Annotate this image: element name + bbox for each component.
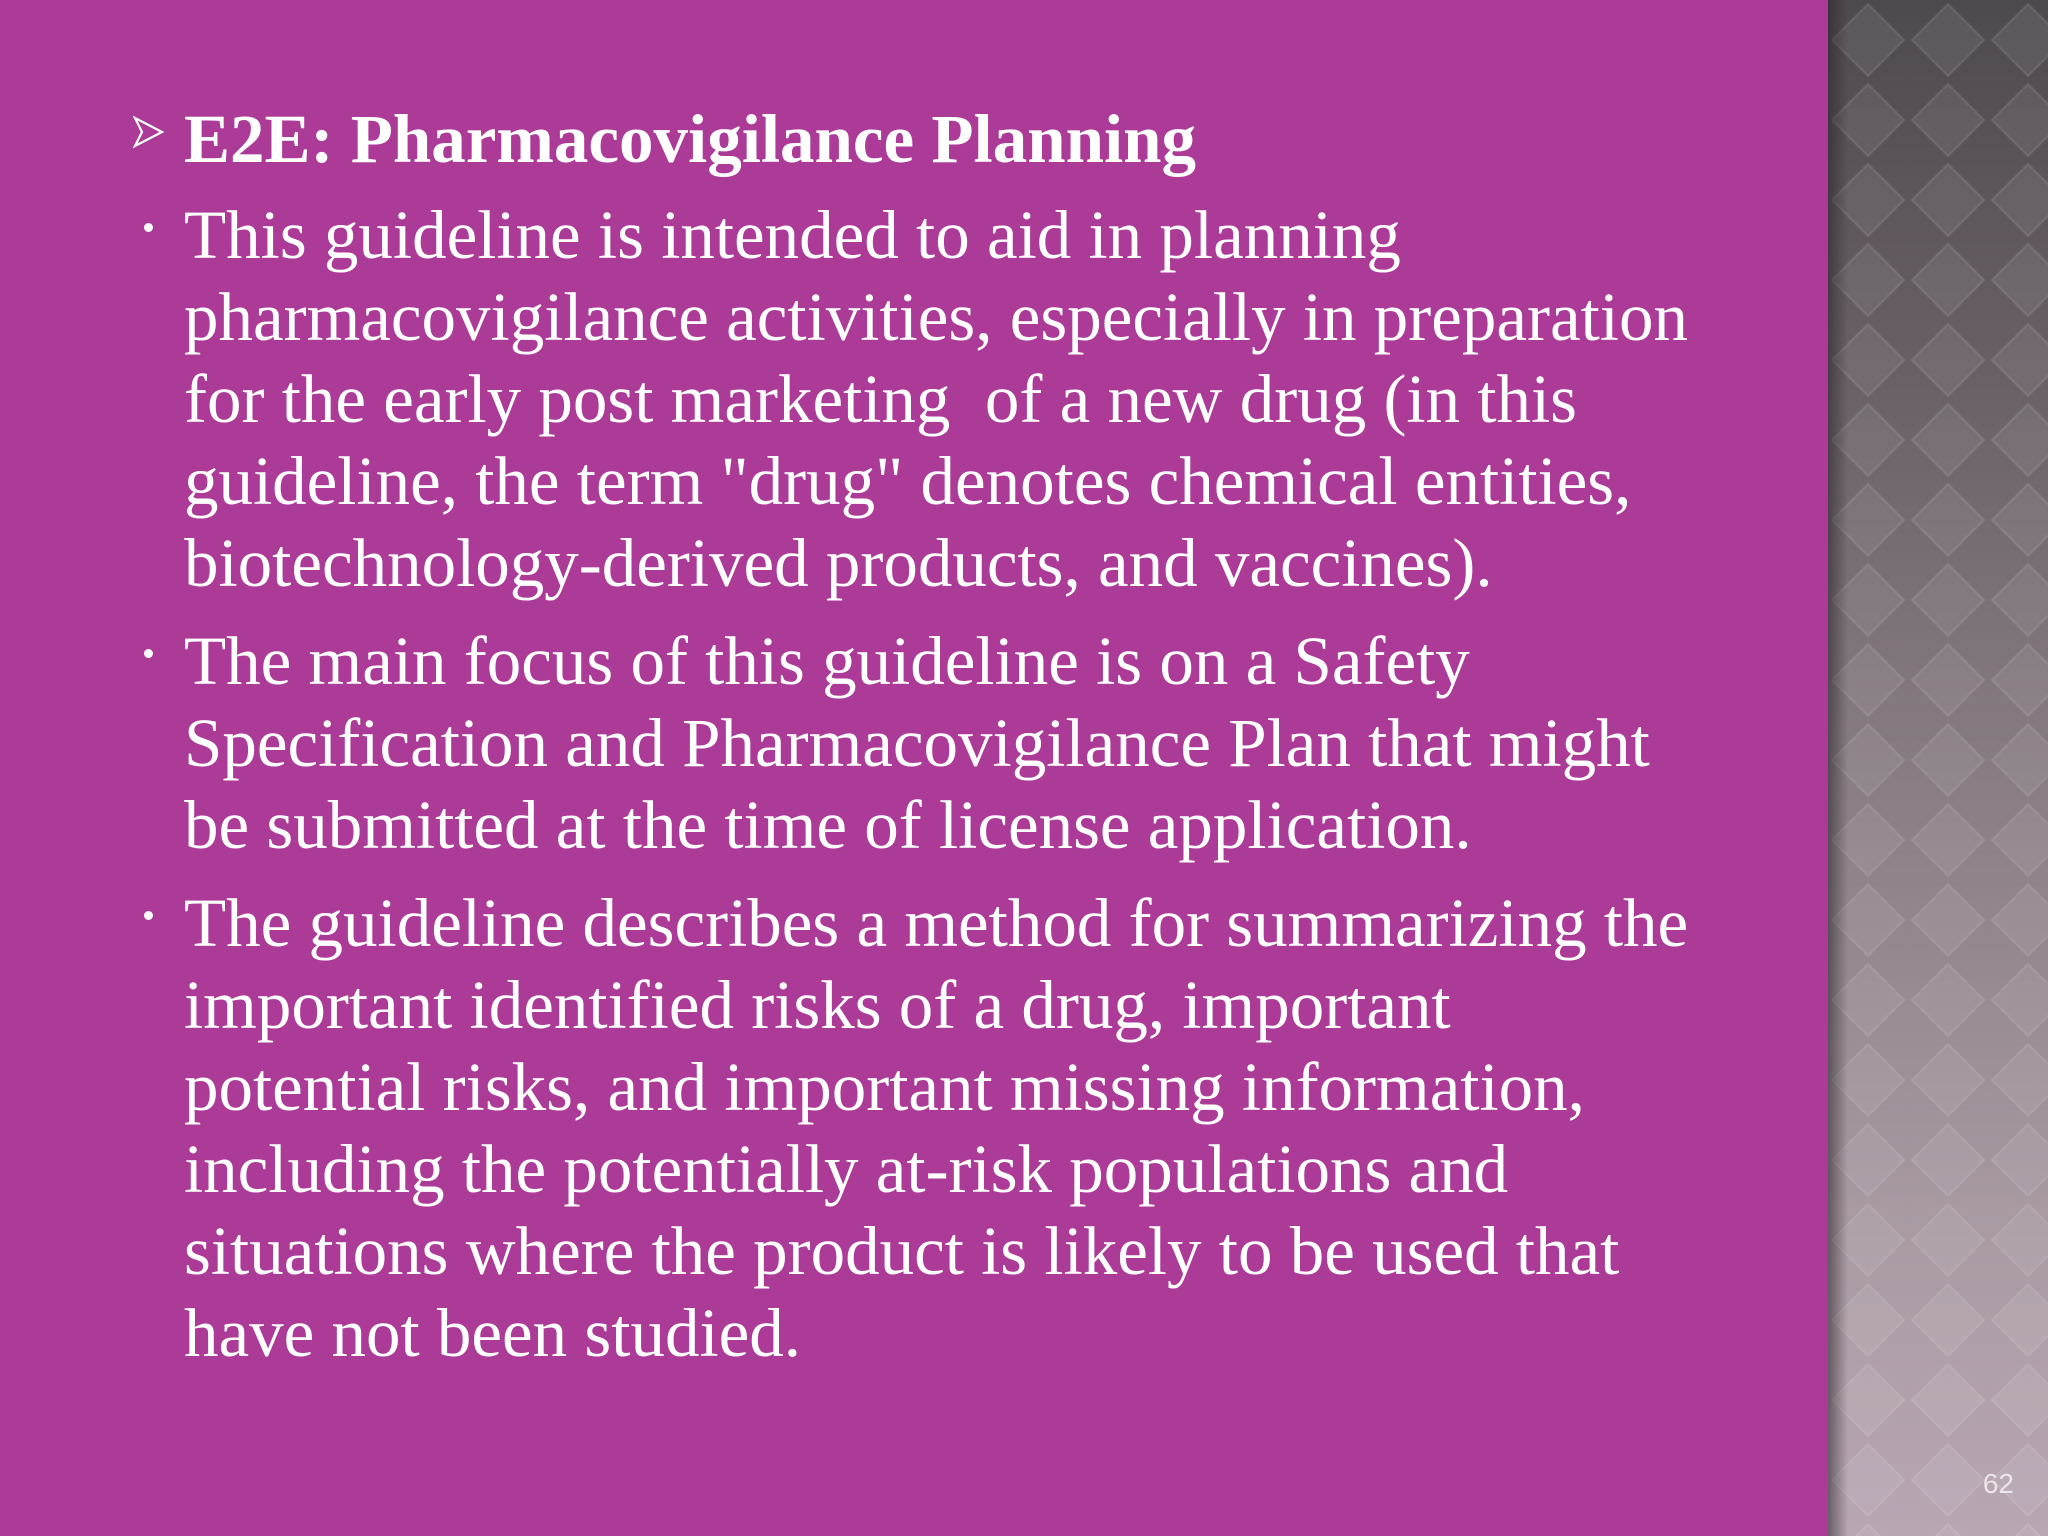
- bullet-line: This guideline is intended to aid in planning: [184, 197, 1401, 273]
- slide-content: [120, 98, 1920, 1390]
- bullet-line: biotechnology-derived products, and vaccines).: [184, 525, 1493, 601]
- slide-number: 62: [1982, 1468, 2014, 1499]
- bullet-line: including the potentially at-risk populations and: [184, 1131, 1509, 1207]
- arrowhead-bullet-icon: [128, 98, 168, 180]
- bullet-line: The guideline describes a method for summarizing the: [184, 885, 1689, 961]
- bullet-line: situations where the product is likely to be used that: [184, 1213, 1620, 1289]
- bullet-text: [184, 620, 1920, 866]
- bullet-text: [184, 194, 1920, 604]
- bullet-line: be submitted at the time of license application.: [184, 787, 1472, 863]
- dot-bullet-icon: [128, 620, 168, 702]
- bullet-line: potential risks, and important missing information,: [184, 1049, 1585, 1125]
- bullet-line: pharmacovigilance activities, especially in preparation: [184, 279, 1688, 355]
- heading-item: [120, 98, 1920, 180]
- bullet-item: [120, 194, 1920, 604]
- bullet-line: Specification and Pharmacovigilance Plan that might: [184, 705, 1650, 781]
- bullet-line: important identified risks of a drug, important: [184, 967, 1451, 1043]
- bullet-line: for the early post marketing of a new drug (in this: [184, 361, 1578, 437]
- bullet-item: [120, 882, 1920, 1374]
- bullet-line: The main focus of this guideline is on a Safety: [184, 623, 1470, 699]
- bullet-text: [184, 882, 1920, 1374]
- dot-bullet-icon: [128, 194, 168, 276]
- bullet-line: guideline, the term "drug" denotes chemical entities,: [184, 443, 1632, 519]
- bullet-item: [120, 620, 1920, 866]
- dot-bullet-icon: [128, 882, 168, 964]
- bullet-line: have not been studied.: [184, 1295, 801, 1371]
- slide-heading: E2E: Pharmacovigilance Planning: [184, 101, 1197, 177]
